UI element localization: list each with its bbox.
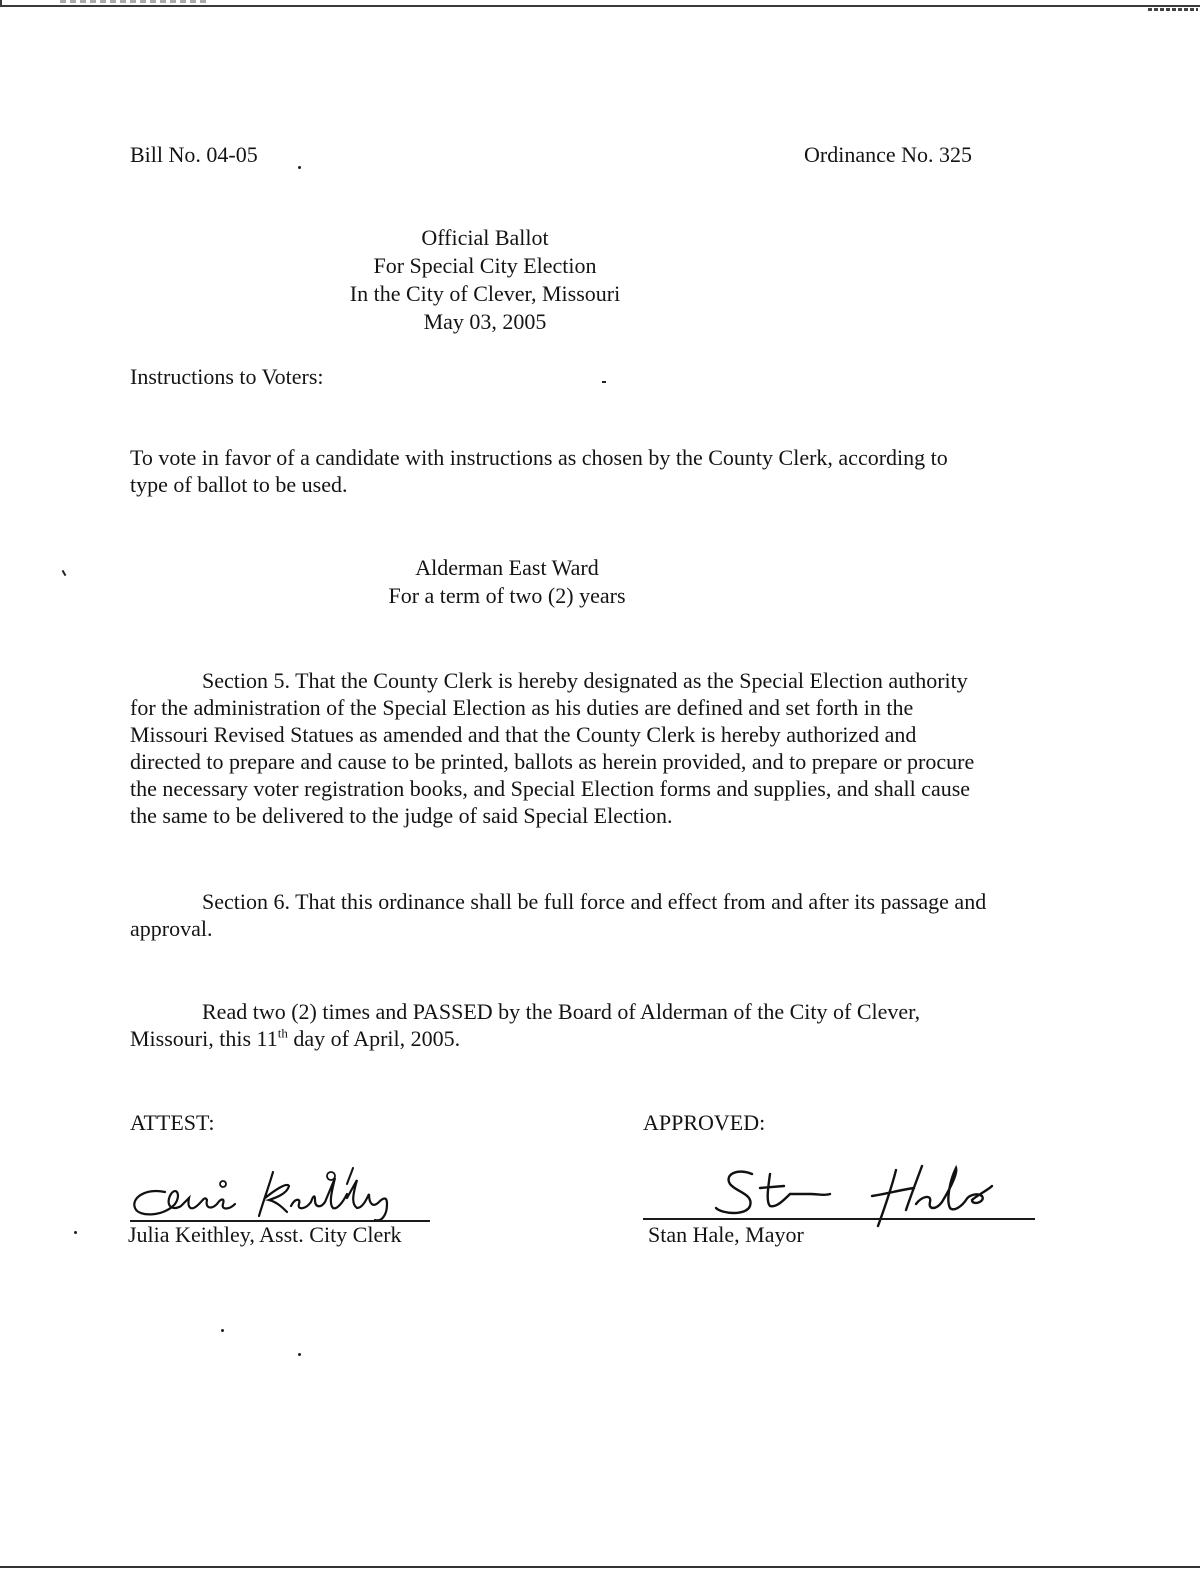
approved-signature-line [643, 1218, 1035, 1220]
ballot-date: May 03, 2005 [423, 309, 547, 334]
section-6-line: approval. [130, 916, 213, 941]
ballot-title [0, 224, 970, 336]
section-5-line: Section 5. That the County Clerk is hereby designated as the Special Election authority [202, 668, 968, 693]
scan-speck [74, 1231, 77, 1234]
approved-signature [700, 1160, 1020, 1230]
section-5-line: the necessary voter registration books, and Special Election forms and supplies, and shall cause [130, 776, 971, 801]
scan-speck [221, 1329, 224, 1332]
scan-speck [602, 381, 606, 383]
section-6-line: Section 6. That this ordinance shall be full force and effect from and after its passage and [202, 889, 987, 914]
passage-statement [130, 998, 1060, 1052]
ordinance-number: Ordinance No. 325 [804, 142, 973, 167]
section-5 [130, 667, 1060, 829]
ballot-title-line: For Special City Election [373, 253, 597, 278]
approved-label: APPROVED: [643, 1110, 766, 1135]
ballot-title-line: In the City of Clever, Missouri [349, 281, 621, 306]
scan-top-border [0, 5, 1200, 7]
ballot-title-line: Official Ballot [421, 225, 549, 250]
office-heading [22, 554, 992, 610]
section-5-line: directed to prepare and cause to be printed, ballots as herein provided, and to prepare or procure [130, 749, 975, 774]
passage-date-prefix: Missouri, this 11 [130, 1026, 278, 1051]
passage-line: Read two (2) times and PASSED by the Board of Alderman of the City of Clever, [202, 999, 921, 1024]
passage-line [130, 1025, 1060, 1052]
attest-label: ATTEST: [130, 1110, 215, 1135]
scan-corner-mark-right [1148, 8, 1198, 11]
ordinal-suffix: th [277, 1025, 288, 1041]
office-title: Alderman East Ward [415, 555, 599, 580]
instructions-text [130, 444, 1060, 498]
scan-corner-mark [0, 0, 8, 7]
passage-date-suffix: day of April, 2005. [287, 1026, 461, 1051]
instructions-line: type of ballot to be used. [130, 472, 348, 497]
section-6 [130, 888, 1060, 942]
scan-speck [298, 1353, 301, 1356]
attest-signature [125, 1164, 425, 1224]
section-5-line: Missouri Revised Statues as amended and that the County Clerk is hereby authorized and [130, 722, 917, 747]
scan-speck [298, 166, 301, 169]
section-5-line: the same to be delivered to the judge of said Special Election. [130, 803, 673, 828]
approved-signer-name: Stan Hale, Mayor [648, 1222, 804, 1247]
instructions-line: To vote in favor of a candidate with instructions as chosen by the County Clerk, according to [130, 445, 948, 470]
attest-signer-name: Julia Keithley, Asst. City Clerk [128, 1222, 402, 1247]
scan-bottom-border [0, 1566, 1200, 1568]
scan-top-smudge [60, 0, 210, 3]
bill-number: Bill No. 04-05 [130, 142, 258, 167]
section-5-line: for the administration of the Special Election as his duties are defined and set forth in the [130, 695, 914, 720]
instructions-heading: Instructions to Voters: [130, 364, 324, 389]
office-term: For a term of two (2) years [388, 583, 626, 608]
